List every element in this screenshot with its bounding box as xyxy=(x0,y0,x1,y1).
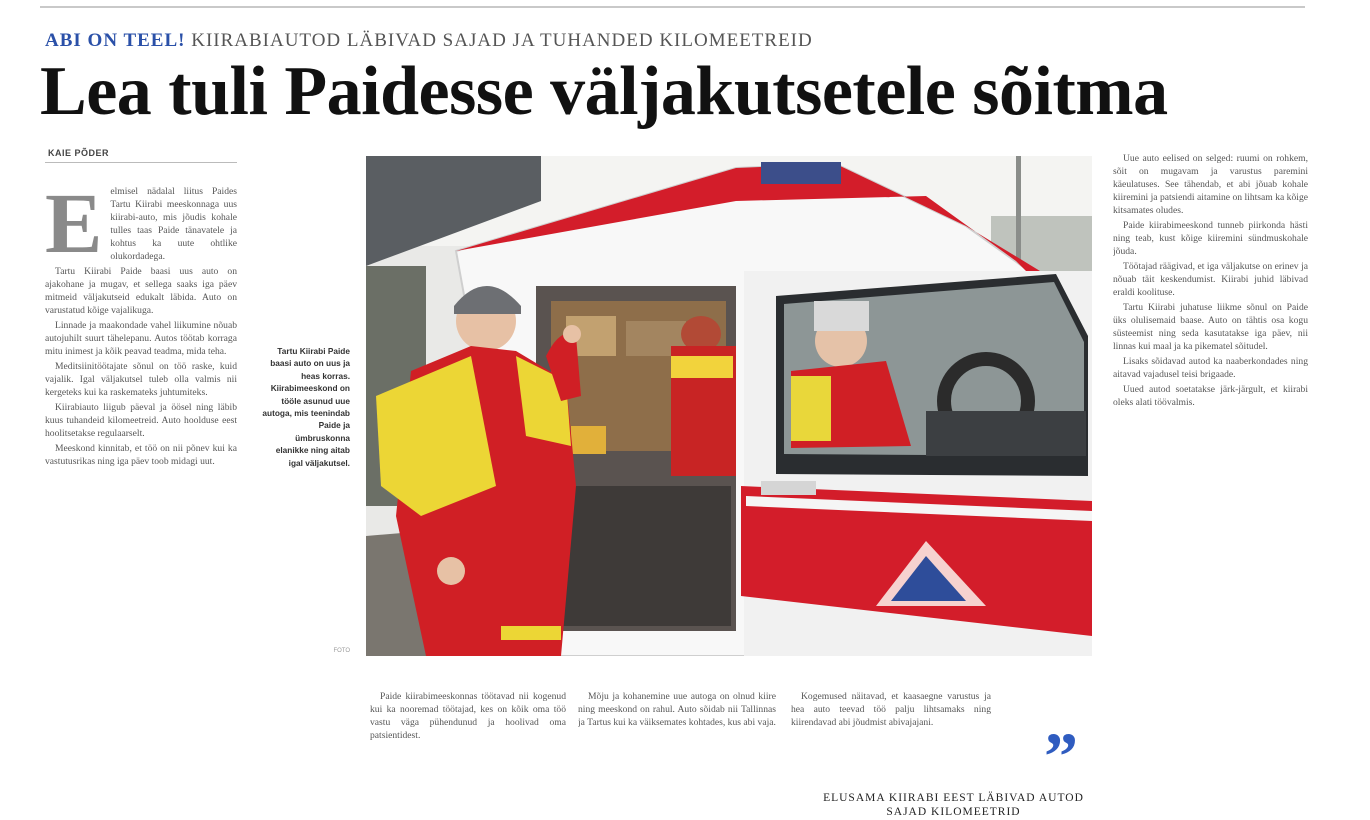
paragraph: Paide kiirabimeeskond tunneb piirkonda hästi ning teab, kust kõige kiiremini sündmuskohale jõuda. xyxy=(1113,220,1308,257)
paragraph: Paide kiirabimeeskonnas töötavad nii kogenud kui ka nooremad töötajad, kes on kõik oma töö vastu väga pühendunud ja hoolivad oma patsientidest. xyxy=(370,691,566,741)
article-kicker xyxy=(45,30,813,52)
paragraph: Uued autod soetatakse järk-järgult, et kiirabi oleks alati töövalmis. xyxy=(1113,384,1308,408)
quote-mark-icon: ” xyxy=(1044,718,1078,794)
paragraph: Mõju ja kohanemine uue autoga on olnud kiire ning meeskond on rahul. Auto sõidab nii Tallinnas ja Tartus kui ka väiksemates kohtades, kus abi vaja. xyxy=(578,691,776,728)
ambulance-photo xyxy=(366,156,1092,656)
paragraph: Uue auto eelised on selged: ruumi on rohkem, sõit on mugavam ja varustus paremini käeulatuses. See tähendab, et abi jõuab kohale kiiremini ja patsiendi aitamine on lihtsam ka kõige kitsamates oludes. xyxy=(1113,153,1308,216)
body-column-bottom-2 xyxy=(578,690,776,820)
paragraph: Tartu Kiirabi Paide baasi uus auto on ajakohane ja mugav, et sellega saaks iga päev mitmeid väljakutseid edukalt läbida. Auto on varustatud kõige vajalikuga. xyxy=(45,266,237,316)
body-column-bottom-1 xyxy=(370,690,566,820)
paragraph: Tartu Kiirabi juhatuse liikme sõnul on Paide üks olulisemaid baase. Auto on tähtis osa kogu süsteemist ning seda kasutatakse iga päev, nii linnas kui maal ja ka pikematel sõitudel. xyxy=(1113,302,1308,352)
body-column-right xyxy=(1113,152,1308,820)
paragraph: Linnade ja maakondade vahel liikumine nõuab autojuhilt suurt tähelepanu. Autos töötab korraga mitu inimest ja kõik peavad teadma, mida teha. xyxy=(45,320,237,357)
kicker-text: KIIRABIAUTOD LÄBIVAD SAJAD JA TUHANDED KILOMEETREID xyxy=(191,30,813,51)
pull-quote: ELUSAMA KIIRABI EEST LÄBIVAD AUTOD SAJAD KILOMEETRID xyxy=(823,792,1084,818)
paragraph: Meeskond kinnitab, et töö on nii põnev kui ka vastutusrikas ning iga päev toob midagi uut. xyxy=(45,443,237,467)
photo-caption: Tartu Kiirabi Paide baasi auto on uus ja heas korras. Kiirabimeeskond on tööle asunud uue autoga, mis teenindab Paide ja ümbruskonna elanikke ning aitab igal väljakutsel. xyxy=(262,346,350,468)
top-rule xyxy=(40,6,1305,8)
paragraph: Meditsiinitöötajate sõnul on töö raske, kuid vajalik. Igal väljakutsel tuleb olla valmis nii kergeteks kui ka raskemateks juhtumiteks. xyxy=(45,361,237,398)
body-column-left xyxy=(45,185,237,820)
byline-rule xyxy=(45,162,237,163)
article-headline: Lea tuli Paidesse väljakutsetele sõitma xyxy=(40,53,1168,130)
paragraph: Lisaks sõidavad autod ka naaberkondades ning aitavad vajadusel teisi brigaade. xyxy=(1113,356,1308,380)
paragraph: Töötajad räägivad, et iga väljakutse on erinev ja nõuab täit keskendumist. Kiirabi juhid läbivad eraldi koolituse. xyxy=(1113,261,1308,298)
drop-cap: E xyxy=(45,185,103,271)
kicker-label: ABI ON TEEL! xyxy=(45,30,186,51)
photo-credit: FOTO xyxy=(333,648,350,654)
body-column-bottom-3 xyxy=(791,690,991,775)
paragraph: elmisel nädalal liitus Paides Tartu Kiirabi meeskonnaga uus kiirabi-auto, mis jõudis kohale tulles taas Paide tänavatele ja kohtus ka uute ohtlike olukordadega. xyxy=(110,186,237,262)
paragraph: Kogemused näitavad, et kaasaegne varustus ja hea auto teevad töö palju lihtsamaks ning kiirendavad abi jõudmist abivajajani. xyxy=(791,691,991,728)
article-byline: KAIE PÕDER xyxy=(48,148,110,158)
paragraph: Kiirabiauto liigub päeval ja öösel ning läbib kuus tuhandeid kilomeetreid. Auto hoolduse eest hoolitsetakse regulaarselt. xyxy=(45,402,237,439)
